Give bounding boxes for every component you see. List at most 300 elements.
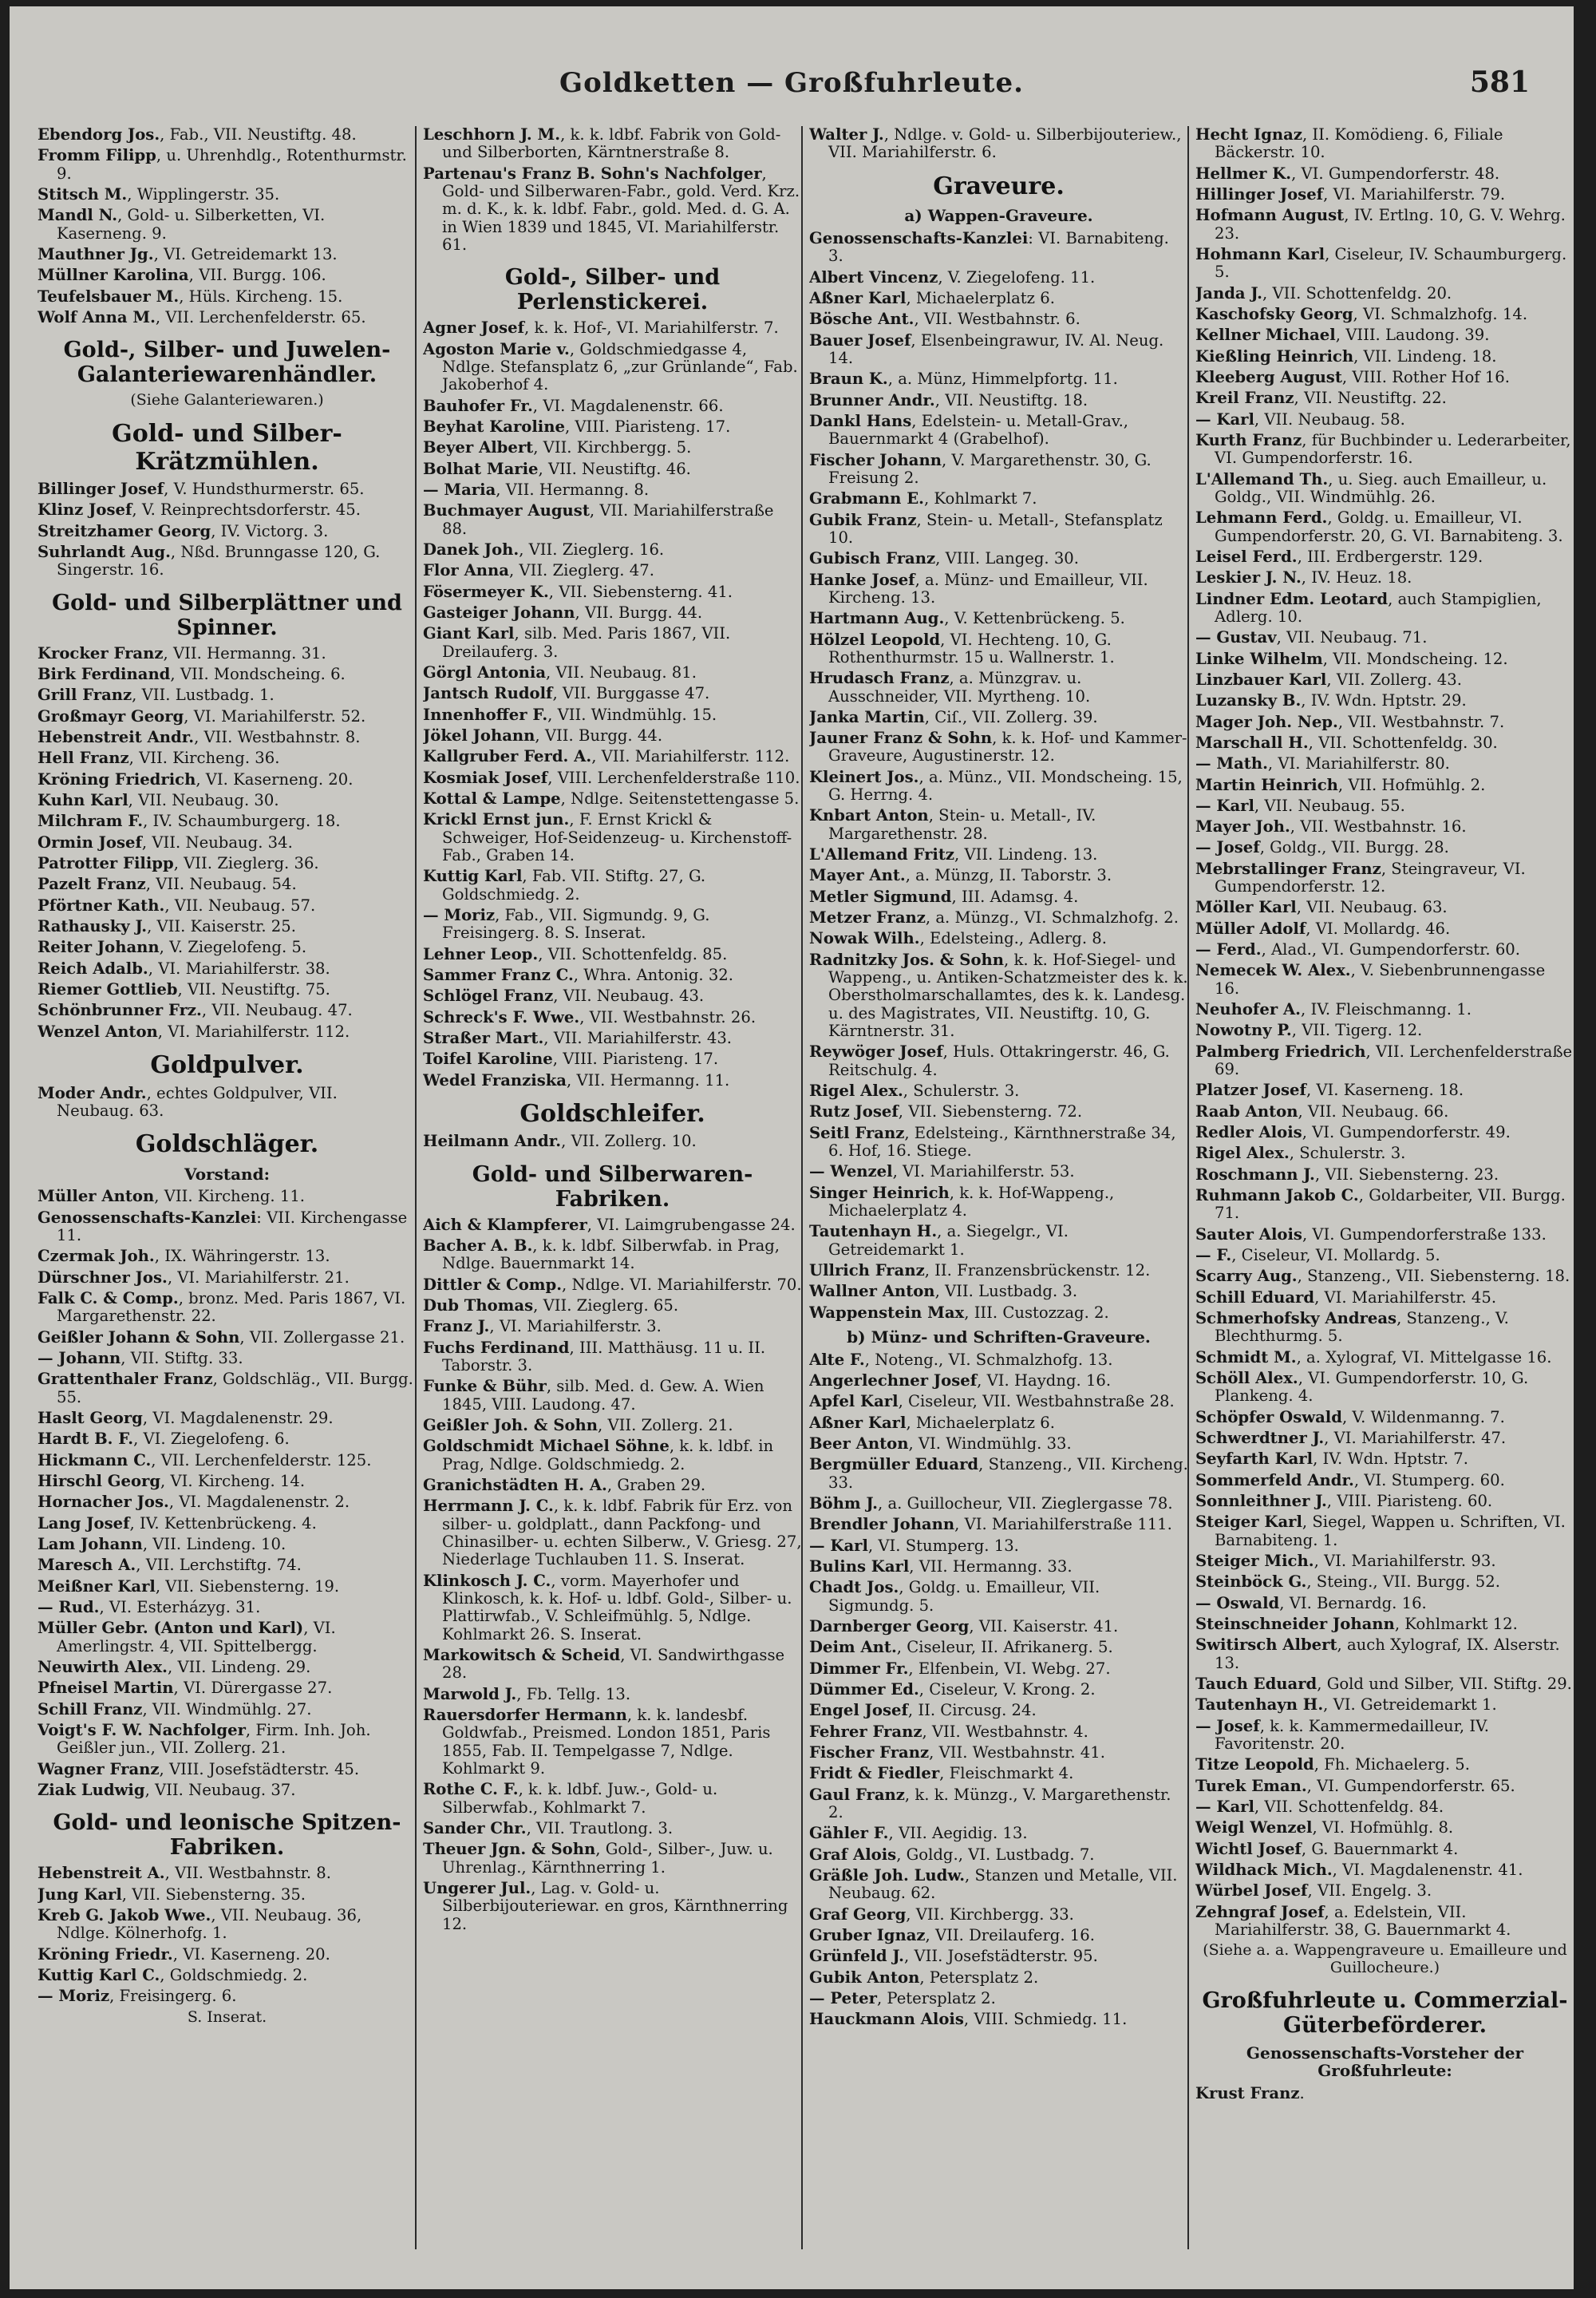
entry-address: , Gold- u. Silberketten, VI. Kaserneng. 9. [57,206,326,243]
entry-address: , VII. Neubaug. 55. [1254,796,1405,815]
directory-entry [809,413,1188,449]
entry-name: Straßer Mart. [423,1028,544,1047]
entry-name: Scarry Aug. [1195,1267,1298,1286]
entry-address: , VII. Zieglerg. 47. [508,561,654,580]
directory-entry [1195,1718,1574,1754]
entry-name: Ebendorg Jos. [38,126,160,144]
entry-name: Jauner Franz & Sohn [809,729,993,748]
directory-entry [38,960,417,978]
directory-entry [38,1430,417,1448]
entry-address: , V. Hundsthurmerstr. 65. [164,480,365,499]
entry-name: Reich Adalb. [38,959,148,978]
entry-name: Dimmer Fr. [809,1659,909,1678]
entry-name: Reywöger Josef [809,1042,943,1062]
entry-address: , VII. Windmühlg. 15. [547,705,717,724]
entry-address: , Goldg., VI. Lustbadg. 7. [896,1845,1095,1864]
directory-entry [1195,797,1574,815]
directory-entry [809,709,1188,726]
directory-entry [423,1841,802,1877]
directory-entry [38,1988,417,2005]
directory-entry [423,727,802,745]
entry-name: Nowotny P. [1195,1021,1292,1040]
entry-address: , VII. Kirchbergg. 5. [533,438,692,457]
entry-name: Kottal & Lampe [423,789,561,808]
entry-name: Möller Karl [1195,898,1297,917]
directory-entry [38,686,417,704]
directory-entry [423,126,802,162]
entry-address: , VII. Neubaug. 30. [128,791,279,810]
entry-name: Kröning Friedr. [38,1944,173,1964]
entry-address: , VI. Hechteng. 10, G. Rothenthurmstr. 15 u. Wallnerstr. 1. [828,630,1115,666]
entry-name: Kuttig Karl [423,867,523,886]
entry-address: , auch Xylograf, IX. Alserstr. 13. [1215,1635,1560,1672]
entry-name: Grattenthaler Franz [38,1370,213,1389]
directory-entry [38,918,417,935]
entry-name: Partenau's Franz B. Sohn's Nachfolger [423,164,762,183]
entry-address: , VII. Zieglerg. 16. [519,540,665,559]
entry-name: Gasteiger Johann [423,603,575,622]
directory-entry [1195,1756,1574,1774]
entry-name: Wenzel Anton [38,1022,158,1041]
entry-address: , auch Stampiglien, Adlerg. 10. [1215,589,1542,626]
directory-entry [38,1556,417,1574]
directory-entry [1195,714,1574,731]
entry-name: Wolf Anna M. [38,307,156,326]
entry-address: , VII. Mariahilferstr. 43. [543,1028,733,1047]
directory-entry [809,1744,1188,1762]
entry-name: Kuhn Karl [38,791,128,810]
entry-address: , VI. Mariahilferstr. 21. [167,1268,350,1287]
entry-name: Beyer Albert [423,438,534,457]
directory-entry [38,939,417,956]
entry-name: Switirsch Albert [1195,1635,1337,1655]
entry-address: , IV. Wdn. Hptstr. 29. [1301,691,1467,710]
directory-entry [423,583,802,601]
entry-name: Suhrlandt Aug. [38,543,171,562]
entry-name: — Rud. [38,1598,100,1617]
entry-address: , VII. Neubaug. 58. [1254,409,1405,429]
directory-entry [809,610,1188,627]
directory-entry [809,1579,1188,1615]
directory-entry [809,1185,1188,1220]
directory-entry [809,670,1188,706]
subsection-heading: Vorstand: [184,1164,270,1184]
entry-name: Leskier J. N. [1195,568,1302,587]
directory-entry [809,1125,1188,1161]
entry-address: , u. Sieg. auch Emailleur, u. Goldg., VII. Windmühlg. 26. [1215,469,1547,506]
directory-entry [1195,1552,1574,1570]
directory-entry [809,1906,1188,1924]
directory-entry [38,1023,417,1041]
entry-name: Giant Karl [423,624,515,643]
directory-entry [809,1262,1188,1280]
entry-name: Hebenstreit A. [38,1864,165,1883]
directory-entry [1195,1636,1574,1672]
directory-entry [809,1867,1188,1903]
directory-entry [1195,411,1574,429]
running-title: Goldketten — Großfuhrleute. [559,67,1024,99]
entry-name: Bösche Ant. [809,310,915,329]
entry-address: , VI. Getreidemarkt 13. [153,244,338,263]
entry-name: Fuchs Ferdinand [423,1338,570,1357]
entry-name: Mandl N. [38,206,118,225]
entry-name: Agoston Marie v. [423,339,570,358]
entry-name: L'Allemand Th. [1195,469,1329,488]
entry-name: Metler Sigmund [809,887,952,906]
entry-name: Hecht Ignaz [1195,126,1302,144]
directory-entry [1195,1819,1574,1837]
entry-name: Ormin Josef [38,833,142,852]
directory-entry [809,1495,1188,1513]
entry-address: , II. Franzensbrückenstr. 12. [924,1261,1151,1280]
directory-entry [423,1133,802,1150]
entry-name: Stitsch M. [38,184,128,204]
entry-name: Dankl Hans [809,411,912,430]
entry-address: , VI. Mariahilferstr. 47. [1324,1429,1507,1447]
entry-name: Lehmann Ferd. [1195,508,1328,528]
directory-entry [1195,1595,1574,1612]
entry-name: Hohmann Karl [1195,244,1325,263]
entry-name: Sommerfeld Andr. [1195,1470,1354,1489]
entry-name: Martin Heinrich [1195,775,1338,794]
entry-address: , VII. Mariahilferstraße 88. [442,501,774,538]
directory-entry [38,1886,417,1904]
entry-name: — Wenzel [809,1162,893,1181]
inserat-note: S. Inserat. [187,2007,267,2026]
entry-name: Steinböck G. [1195,1572,1307,1592]
directory-entry [1195,1043,1574,1079]
entry-address: , VII. Schottenfeldg. 84. [1254,1797,1444,1816]
directory-entry [1195,839,1574,856]
directory-entry [423,1707,802,1778]
entry-name: Mauthner Jg. [38,244,154,263]
entry-name: — Karl [1195,796,1254,815]
entry-address: , Edelstein- u. Metall-Grav., Bauernmarkt 4 (Grabelhof). [828,411,1129,449]
entry-address: , VII. Zieglerg. 65. [533,1296,679,1315]
directory-entry [809,550,1188,568]
directory-entry [38,207,417,243]
directory-entry [809,1516,1188,1533]
entry-address: , Ciseleur, VII. Westbahnstraße 28. [898,1392,1175,1411]
entry-name: Agner Josef [423,318,525,338]
directory-entry [1195,1472,1574,1489]
directory-entry [38,1370,417,1406]
entry-name: Schreck's F. Wwe. [423,1007,580,1026]
entry-name: Nowak Wilh. [809,929,920,948]
entry-name: Theuer Jgn. & Sohn [423,1840,596,1859]
directory-entry [423,987,802,1005]
entry-name: Kießling Heinrich [1195,346,1354,366]
directory-entry [423,811,802,864]
entry-address: , VI. Ziegelofeng. 6. [133,1430,290,1449]
entry-name: Czermak Joh. [38,1247,155,1266]
entry-name: Hrudasch Franz [809,669,950,688]
entry-address: , Kohlmarkt 7. [923,489,1037,508]
column-3 [809,126,1188,2265]
entry-name: — Maria [423,481,496,500]
entry-name: Streitzhamer Georg [38,521,211,540]
directory-entry [1195,471,1574,507]
entry-name: Heilmann Andr. [423,1132,562,1151]
entry-address: , VII. Burgg. 106. [188,266,326,285]
directory-entry [1195,1798,1574,1816]
entry-name: Rigel Alex. [809,1082,903,1101]
entry-name: Sauter Alois [1195,1224,1302,1244]
entry-address: , a. Münzg., VI. Schmalzhofg. 2. [925,908,1179,928]
directory-entry [1195,941,1574,959]
entry-address: , Steing., VII. Burgg. 52. [1306,1572,1500,1592]
entry-address: , Stanzeng., VII. Siebensterng. 18. [1297,1267,1570,1286]
entry-name: Turek Eman. [1195,1776,1307,1795]
entry-address: , VII. Kaiserstr. 25. [147,917,296,936]
entry-address: , VII. Mondscheing. 12. [1322,649,1508,668]
entry-address: , a. Siegelgr., VI. Getreidemarkt 1. [828,1222,1069,1259]
entry-address: , VII. Neustiftg. 18. [934,390,1088,409]
entry-name: Singer Heinrich [809,1183,950,1202]
entry-name: Jökel Johann [423,726,535,745]
entry-address: , VII. Hermanng. 8. [496,481,650,500]
entry-name: — F. [1195,1246,1232,1265]
entry-address: , VII. Windmühlg. 27. [142,1699,312,1719]
entry-name: Kellner Michael [1195,326,1336,345]
entry-address: , VII. Mariahilferstr. 112. [591,747,790,766]
directory-entry [38,1578,417,1596]
entry-address: , Fb. Tellg. 13. [516,1684,631,1703]
entry-name: Marwold J. [423,1684,517,1703]
entry-address: , VII. Neubaug. 34. [141,833,293,852]
entry-name: Krocker Franz [38,643,164,663]
directory-entry [809,1372,1188,1390]
directory-entry [809,1786,1188,1822]
entry-name: Aßner Karl [809,288,907,307]
directory-entry [38,1002,417,1019]
section-heading: Gold-, Silber- und Perlenstickerei. [504,265,721,315]
entry-address: , IV. Kettenbrückeng. 4. [129,1513,317,1533]
directory-entry [38,1907,417,1943]
entry-name: Fromm Filipp [38,146,156,165]
directory-entry [1195,920,1574,938]
entry-address: , echtes Goldpulver, VII. Neubaug. 63. [57,1083,338,1120]
directory-entry [809,846,1188,864]
entry-address: , VII. Zollerg. 10. [561,1132,697,1151]
entry-address: , VI. Mollardg. 46. [1306,919,1451,938]
directory-entry [423,1050,802,1068]
entry-address: , Schulerstr. 3. [1289,1144,1406,1163]
entry-name: Lang Josef [38,1513,130,1533]
entry-address: , VIII. Laudong. 39. [1335,326,1490,345]
column-1 [38,126,417,2265]
entry-address: , a. Münz- und Emailleur, VII. Kircheng. 13. [828,570,1148,607]
directory-entry [809,370,1188,388]
directory-entry [423,1072,802,1090]
entry-address: , a. Münzg, II. Taborstr. 3. [905,866,1112,885]
entry-name: Redler Alois [1195,1123,1302,1142]
directory-entry [1195,1187,1574,1223]
directory-entry [423,562,802,579]
directory-entry [423,1880,802,1933]
entry-name: Grabmann E. [809,489,924,508]
directory-entry [809,888,1188,906]
entry-name: Tauch Eduard [1195,1674,1317,1693]
entry-address: , silb. Med. d. Gew. A. Wien 1845, VIII. Laudong. 47. [442,1377,764,1414]
entry-address: , VII. Kircheng. 36. [128,749,280,768]
directory-entry [423,685,802,702]
entry-name: Bauhofer Fr. [423,396,533,415]
entry-name: Steiger Mich. [1195,1551,1314,1570]
entry-name: Deim Ant. [809,1638,897,1657]
entry-address: , VII. Neubaug. 54. [145,875,297,894]
entry-address: , VII. Hermanng. 11. [567,1070,730,1090]
entry-name: Markowitsch & Scheid [423,1646,621,1664]
directory-entry [38,1620,417,1655]
directory-entry [809,1163,1188,1181]
entry-name: Titze Leopold [1195,1755,1314,1774]
entry-address: , VI. Bernardg. 16. [1279,1593,1427,1612]
entry-address: , VI. Gumpendorferstr. 65. [1306,1776,1515,1795]
entry-address: , Ciseleur, IV. Schaumburgerg. 5. [1215,244,1567,282]
page-number: 581 [1469,65,1530,99]
directory-entry [423,604,802,622]
entry-address: , VI. Kaserneng. 20. [196,769,354,789]
entry-address: , Ndlge. v. Gold- u. Silberbijouteriew., VII. Mariahilferstr. 6. [828,126,1182,162]
directory-entry [809,631,1188,667]
entry-address: , Whra. Antonig. 32. [573,965,733,984]
entry-name: Aßner Karl [809,1413,907,1432]
entry-name: Hickmann C. [38,1450,152,1469]
entry-address: , Goldschmiedg. 2. [160,1966,308,1985]
entry-name: L'Allemand Fritz [809,845,955,864]
directory-entry [1195,348,1574,366]
entry-name: Marschall H. [1195,733,1309,752]
directory-entry [1195,651,1574,668]
entry-address: , VIII. Piaristeng. 17. [552,1050,719,1069]
directory-entry [38,1865,417,1882]
directory-entry [423,502,802,538]
entry-address: , Alad., VI. Gumpendorferstr. 60. [1261,940,1520,959]
entry-address: , VII. Neustiftg. 75. [177,980,330,999]
subsection-heading: b) Münz- und Schriften-Graveure. [847,1327,1151,1347]
entry-name: Wappenstein Max [809,1303,965,1322]
directory-entry [809,1927,1188,1944]
entry-name: Grill Franz [38,686,132,705]
entry-address: , VI. Gumpendorferstr. 49. [1302,1123,1511,1142]
entry-address: , VII. Zollerg. 21. [598,1416,733,1435]
entry-name: Albert Vincenz [809,267,938,287]
entry-name: Wildhack Mich. [1195,1860,1333,1879]
entry-name: Sander Chr. [423,1818,527,1837]
page-header [10,62,1574,110]
directory-entry [38,309,417,326]
entry-address: , k. k. ldbf. Fabrik von Gold- und Silberborten, Kärntnerstraße 8. [442,126,781,162]
directory-entry [809,452,1188,488]
directory-entry [809,1681,1188,1699]
entry-address: , V. Ziegelofeng. 5. [159,938,307,957]
entry-name: Franz J. [423,1317,490,1336]
directory-entry [38,501,417,519]
entry-address: , VI. Mariahilferstr. 79. [1323,184,1506,204]
entry-address: , VI. Windmühlg. 33. [908,1434,1072,1454]
entry-name: Genossenschafts-Kanzlei [809,228,1029,247]
directory-entry [423,1318,802,1335]
entry-name: Wichtl Josef [1195,1839,1302,1858]
entry-address: , VII. Lindeng. 18. [1353,346,1497,366]
entry-name: Falk C. & Comp. [38,1289,179,1308]
entry-address: , III. Erdbergerstr. 129. [1297,547,1483,566]
entry-name: Aich & Klampferer [423,1215,587,1234]
entry-address: , IV. Schaumburgerg. 18. [143,812,341,831]
entry-address: , G. Bauernmarkt 4. [1301,1839,1459,1858]
directory-entry [1195,1082,1574,1099]
entry-address: , II. Circusg. 24. [907,1701,1037,1720]
entry-name: Milchram F. [38,812,144,831]
directory-entry [1195,1778,1574,1795]
directory-entry [423,1339,802,1375]
entry-name: Herrmann J. C. [423,1497,554,1516]
entry-name: Buchmayer August [423,501,590,520]
entry-name: Schwerdtner J. [1195,1429,1325,1447]
entry-name: Reiter Johann [38,938,160,957]
column-4 [1195,126,1574,2265]
entry-address: , VII. Westbahnstr. 16. [1290,817,1467,837]
directory-entry [423,1009,802,1026]
entry-name: Birk Ferdinand [38,665,171,684]
entry-address: , III. Adamsg. 4. [951,887,1079,906]
entry-name: Krickl Ernst jun. [423,810,570,829]
directory-entry [38,771,417,789]
entry-name: Gaul Franz [809,1785,905,1804]
entry-name: Braun K. [809,370,888,389]
directory-entry [809,951,1188,1041]
entry-name: Tautenhayn H. [1195,1695,1324,1715]
directory-entry [1195,1289,1574,1307]
entry-name: Kleinert Jos. [809,767,919,786]
entry-address: , VII. Burgg. 44. [575,603,703,622]
directory-entry [38,645,417,663]
entry-address: , k. k. Hof- und Kammer-Graveure, Augustinerstr. 12. [828,729,1187,765]
entry-name: Wedel Franziska [423,1070,567,1090]
entry-address: , k. k. ldbf. Juw.-, Gold- u. Silberwfab., Kohlmarkt 7. [442,1780,718,1817]
directory-entry [423,706,802,724]
directory-entry [1195,186,1574,204]
directory-entry [423,1572,802,1643]
entry-address: , VIII. Schmiedg. 11. [963,2010,1128,2029]
directory-entry [38,544,417,579]
directory-entry [38,1290,417,1326]
directory-entry [423,868,802,904]
directory-entry [423,1378,802,1414]
directory-entry [38,1188,417,1205]
directory-entry [38,708,417,726]
entry-name: Radnitzky Jos. & Sohn [809,950,1005,969]
entry-address: , u. Uhrenhdlg., Rotenthurmstr. 9. [57,146,407,183]
entry-name: Hölzel Leopold [809,630,941,649]
directory-entry [1195,1124,1574,1141]
entry-name: Billinger Josef [38,480,164,499]
entry-address: , VIII. Lerchenfelderstraße 110. [547,768,800,787]
entry-name: Voigt's F. W. Nachfolger [38,1720,246,1739]
directory-entry [809,290,1188,307]
entry-address: , VII. Siebensterng. 41. [548,582,733,601]
entry-address: , Fab., VII. Sigmundg. 9, G. Freisingerg. 8. S. Inserat. [442,905,710,943]
entry-name: Fischer Franz [809,1743,930,1762]
directory-entry [1195,1103,1574,1121]
directory-entry [809,730,1188,765]
entry-name: Angerlechner Josef [809,1371,978,1390]
entry-address: , VII. Mondscheing. 6. [170,665,346,684]
entry-address: , Siegel, Wappen u. Schriften, VI. Barnabiteng. 1. [1215,1513,1566,1549]
entry-address: , VII. Hermanng. 31. [163,643,326,663]
entry-address: , VII. Siebensterng. 23. [1314,1165,1499,1184]
